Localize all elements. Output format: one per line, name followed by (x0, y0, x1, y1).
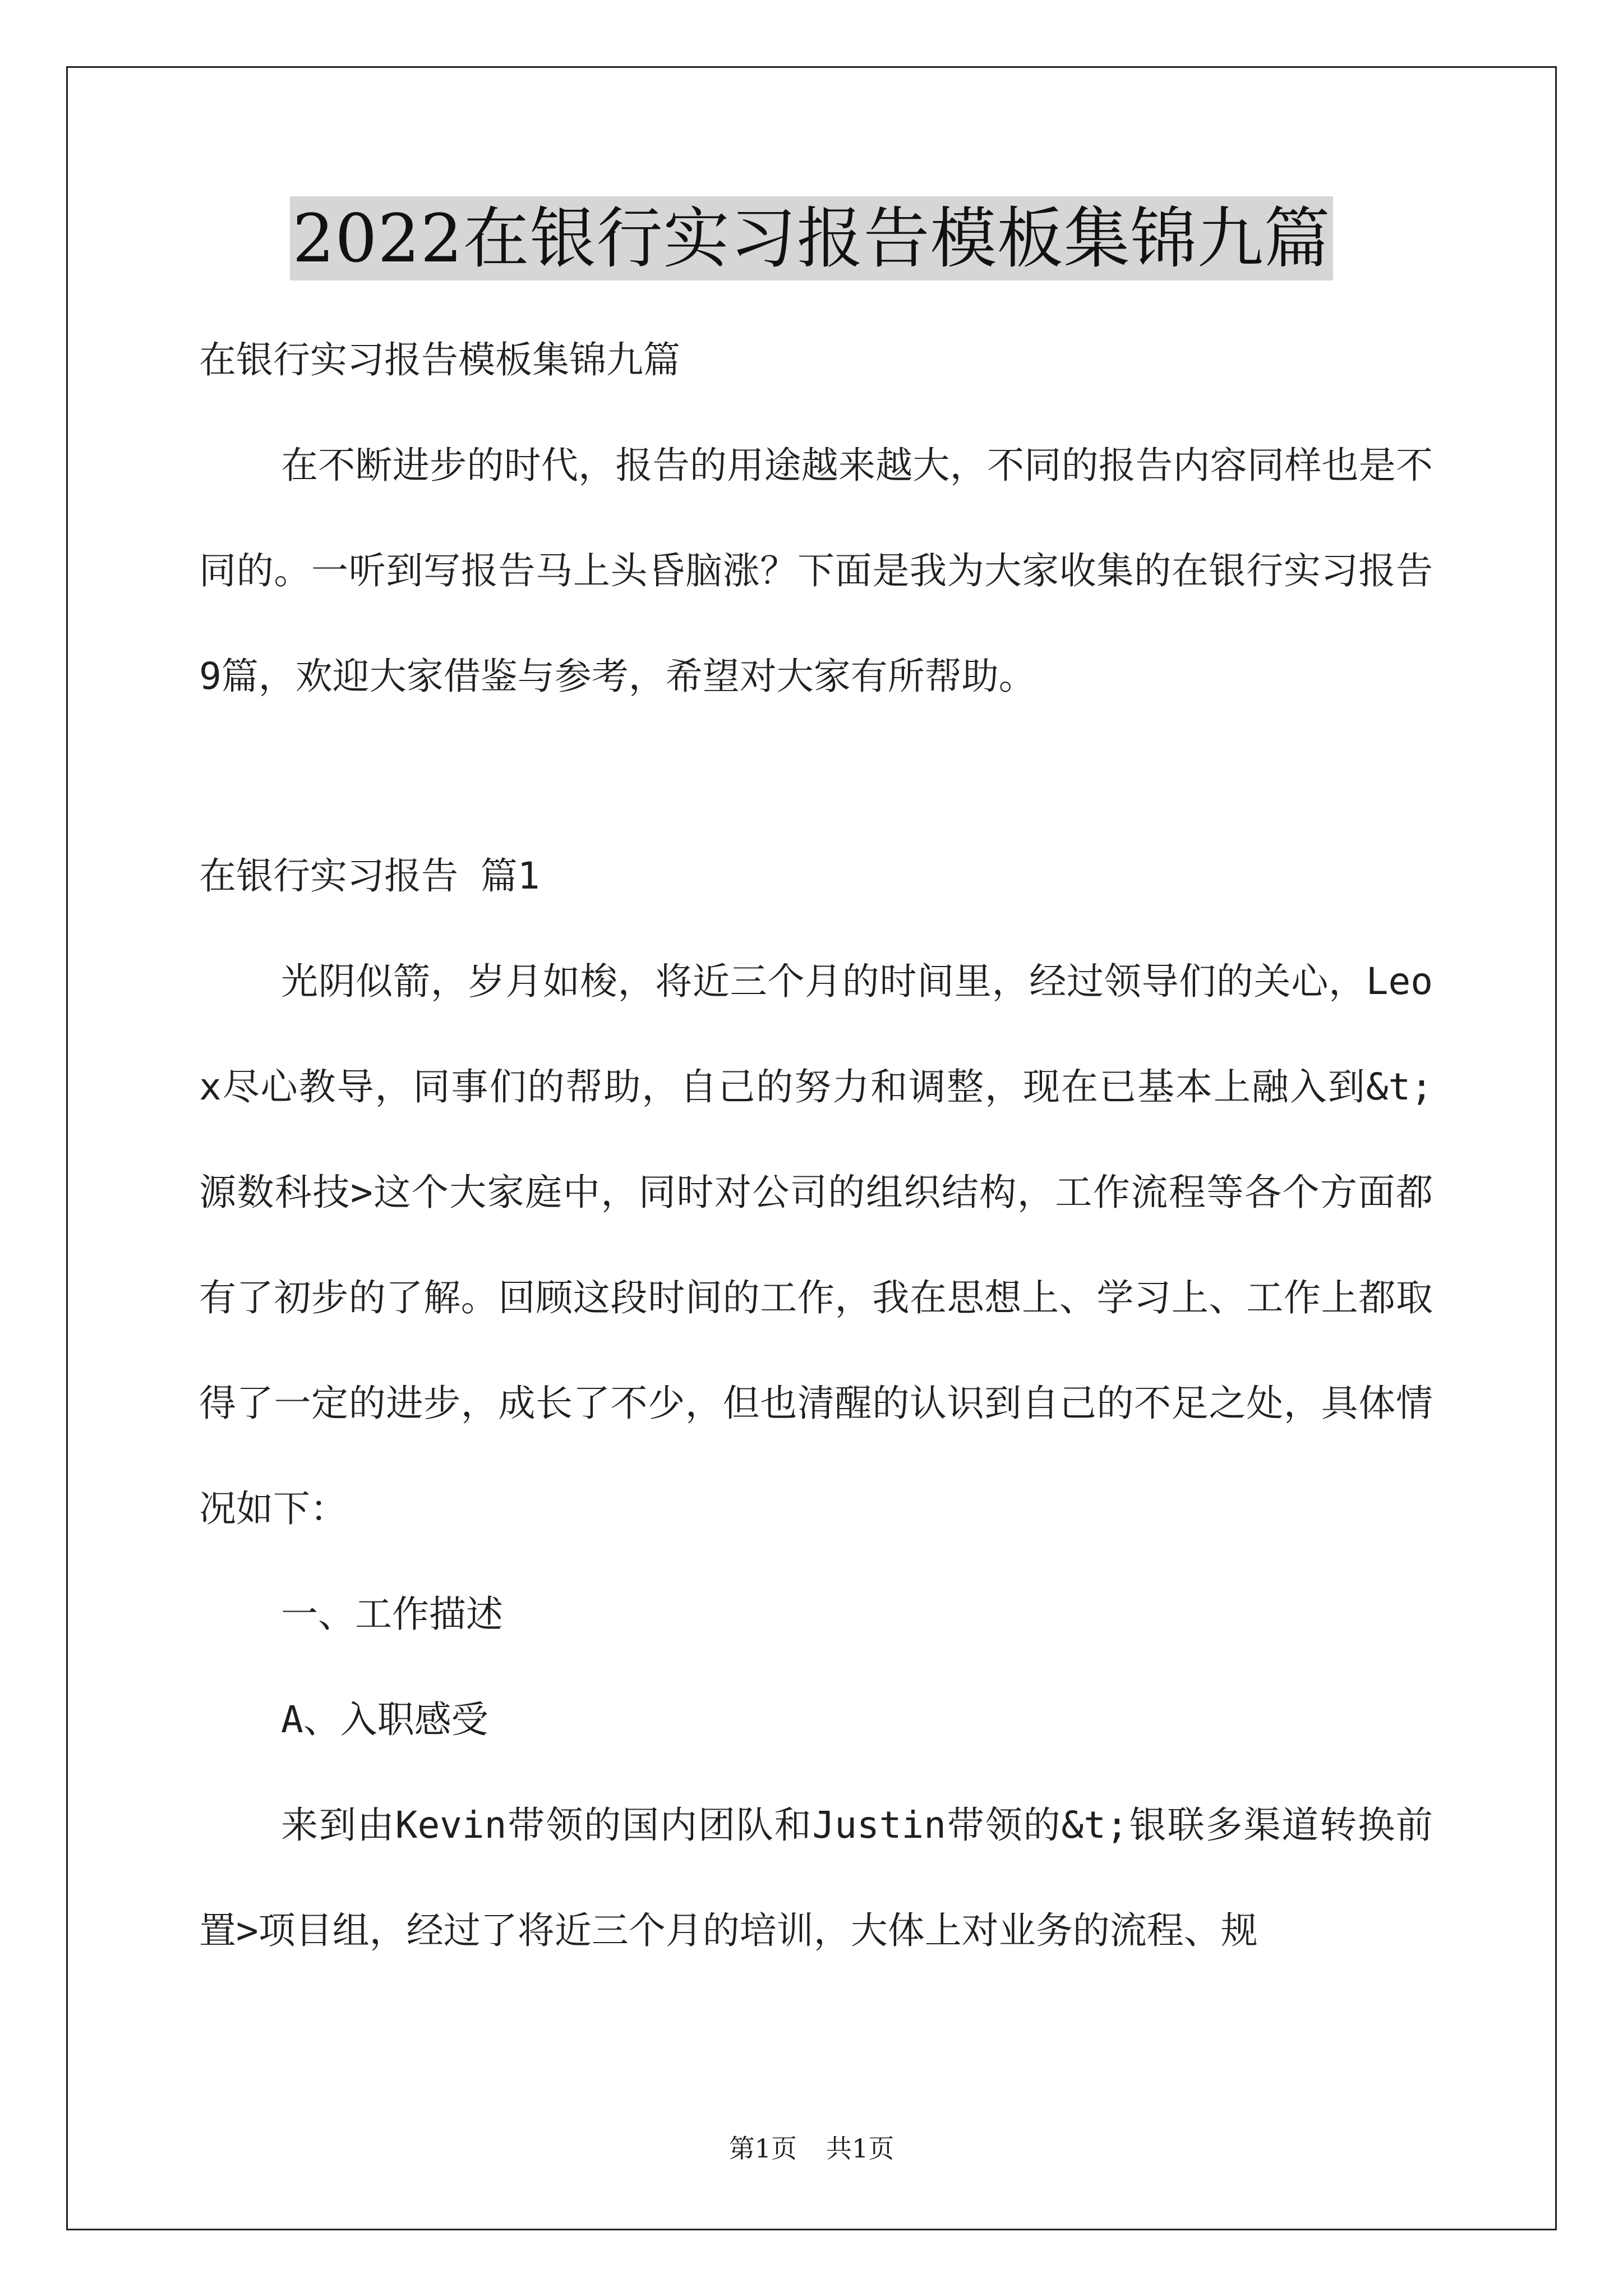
page-footer (0, 2132, 1623, 2165)
section-heading: 在银行实习报告 篇1 (199, 854, 540, 898)
title-wrap (0, 196, 1623, 280)
subtitle-paragraph: 在银行实习报告模板集锦九篇 (199, 338, 680, 381)
intro-paragraph: 在不断进步的时代，报告的用途越来越大，不同的报告内容同样也是不同的。一听到写报告马上头昏脑涨？下面是我为大家收集的在银行实习报告9篇，欢迎大家借鉴与参考，希望对大家有所帮助。 (199, 444, 1433, 698)
subheading-work-description: 一、工作描述 (281, 1593, 503, 1636)
page-number: 第1页 (728, 2133, 797, 2164)
subheading-onboarding: A、入职感受 (281, 1698, 488, 1741)
document-title: 2022在银行实习报告模板集锦九篇 (290, 196, 1332, 280)
body-paragraph: 光阴似箭，岁月如梭，将近三个月的时间里，经过领导们的关心，Leox尽心教导，同事们的帮助，自己的努力和调整，现在已基本上融入到&t;源数科技>这个大家庭中，同时对公司的组织结构，工作流程等各个方面都有了初步的了解。回顾这段时间的工作，我在思想上、学习上、工作上都取得了一定的进步，成长了不少，但也清醒的认识到自己的不足之处，具体情况如下： (199, 960, 1433, 1530)
body-paragraph: 来到由Kevin带领的国内团队和Justin带领的&t;银联多渠道转换前置>项目组，经过了将近三个月的培训，大体上对业务的流程、规 (199, 1803, 1433, 1952)
page-total: 共1页 (826, 2133, 895, 2164)
document-body (199, 307, 1433, 1984)
